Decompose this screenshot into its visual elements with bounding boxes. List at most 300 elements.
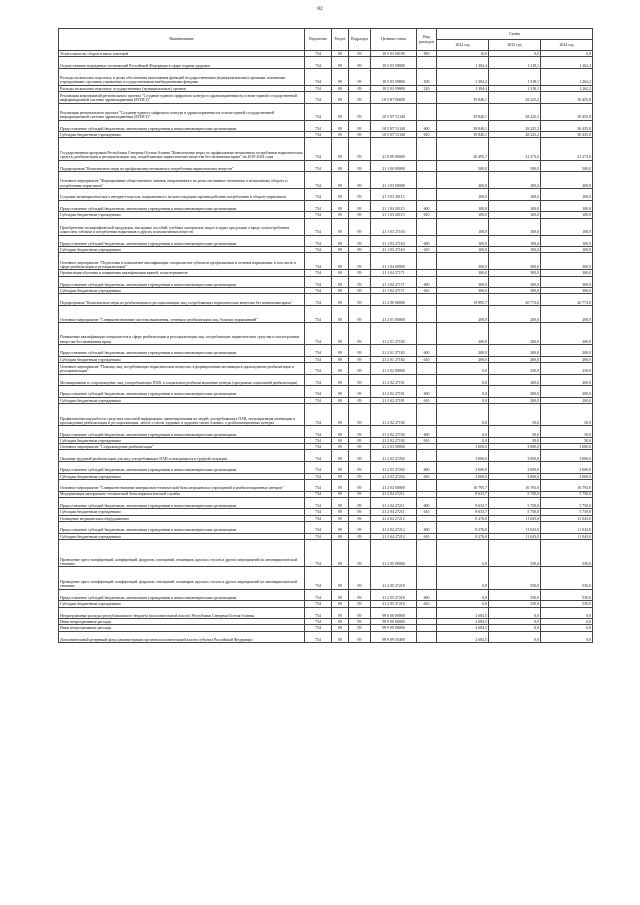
- cell-subsection: 09: [349, 462, 371, 474]
- cell-subsection: 09: [349, 189, 371, 201]
- cell-2024: 530,0: [541, 567, 593, 589]
- header-article: Целевая статья: [371, 29, 417, 51]
- cell-2023: 300,0: [489, 276, 541, 288]
- cell-section: 09: [332, 68, 349, 85]
- cell-2023: 20 773,0: [489, 294, 541, 306]
- cell-2024: 3 000,0: [541, 462, 593, 474]
- table-body: [59, 51, 593, 643]
- cell-2023: 200,0: [489, 356, 541, 362]
- cell-2023: 11 043,0: [489, 515, 541, 521]
- cell-section: 09: [332, 172, 349, 189]
- cell-2023: 0,0: [489, 625, 541, 631]
- cell-exp-type: [417, 172, 437, 189]
- cell-2022: 0,0: [437, 601, 489, 607]
- cell-2024: 100,0: [541, 200, 593, 212]
- cell-section: 09: [332, 270, 349, 276]
- cell-2022: 39 840,1: [437, 103, 489, 120]
- cell-dept: 734: [305, 200, 332, 212]
- cell-section: 09: [332, 57, 349, 69]
- cell-article: 99 9 09 00000: [371, 625, 417, 631]
- cell-name: Модернизация материально-технической базы наркологической службы: [59, 491, 305, 497]
- cell-article: 99 9 09 55490: [371, 631, 417, 643]
- cell-dept: 734: [305, 356, 332, 362]
- cell-subsection: 09: [349, 386, 371, 398]
- cell-subsection: 09: [349, 160, 371, 172]
- table-row: [59, 218, 593, 235]
- cell-exp-type: 610: [417, 212, 437, 218]
- cell-exp-type: 610: [417, 132, 437, 138]
- cell-section: 09: [332, 404, 349, 426]
- cell-2022: 10,0: [437, 51, 489, 57]
- cell-2024: 300,0: [541, 253, 593, 270]
- cell-2024: 11 043,0: [541, 522, 593, 534]
- table-row: [59, 294, 593, 306]
- cell-exp-type: 610: [417, 601, 437, 607]
- cell-dept: 734: [305, 288, 332, 294]
- cell-section: 09: [332, 625, 349, 631]
- cell-2022: 200,0: [437, 172, 489, 189]
- cell-exp-type: 600: [417, 426, 437, 438]
- cell-2023: 3 000,0: [489, 444, 541, 450]
- cell-section: 09: [332, 235, 349, 247]
- cell-exp-type: [417, 631, 437, 643]
- cell-2023: 300,0: [489, 270, 541, 276]
- cell-name: Подпрограмма "Комплексные меры по профилактике незаконного потребления наркотических веществ": [59, 160, 305, 172]
- cell-2023: 28 225,2: [489, 103, 541, 120]
- cell-section: 09: [332, 533, 349, 539]
- cell-dept: 734: [305, 404, 332, 426]
- cell-2023: 28 225,2: [489, 92, 541, 104]
- cell-dept: 734: [305, 619, 332, 625]
- cell-2024: 30 455,8: [541, 92, 593, 104]
- cell-dept: 734: [305, 103, 332, 120]
- table-row: [59, 497, 593, 509]
- cell-section: 09: [332, 276, 349, 288]
- cell-subsection: 09: [349, 539, 371, 567]
- cell-2024: 250,0: [541, 363, 593, 375]
- cell-2024: 16 793,0: [541, 479, 593, 491]
- cell-2024: 100,0: [541, 235, 593, 247]
- cell-subsection: 09: [349, 607, 371, 619]
- cell-section: 09: [332, 218, 349, 235]
- cell-2024: 100,0: [541, 218, 593, 235]
- cell-2022: 200,0: [437, 306, 489, 323]
- cell-exp-type: 600: [417, 235, 437, 247]
- cell-name: Осуществление переданных полномочий Российской Федерации в сфере охраны здоровья: [59, 57, 305, 69]
- cell-2024: 5 750,0: [541, 509, 593, 515]
- cell-section: 09: [332, 132, 349, 138]
- cell-2024: 50,0: [541, 426, 593, 438]
- cell-section: 09: [332, 189, 349, 201]
- cell-2022: 500,0: [437, 160, 489, 172]
- cell-exp-type: [417, 322, 437, 344]
- cell-article: 21 2 04 27212: [371, 515, 417, 521]
- cell-name: Основное мероприятие "Формирование общественного мнения, направленного на резко негативное отношение к незаконному обороту и потреблению наркотиков": [59, 172, 305, 189]
- cell-article: 10 5 03 00190: [371, 51, 417, 57]
- cell-dept: 734: [305, 270, 332, 276]
- cell-2023: 100,0: [489, 235, 541, 247]
- cell-section: 09: [332, 85, 349, 91]
- cell-2023: 1 318,1: [489, 68, 541, 85]
- cell-article: 21 2 02 27192: [371, 437, 417, 443]
- cell-dept: 734: [305, 515, 332, 521]
- table-row: [59, 539, 593, 567]
- cell-dept: 734: [305, 444, 332, 450]
- table-row: [59, 68, 593, 85]
- cell-dept: 734: [305, 589, 332, 601]
- cell-name: Субсидии бюджетным учреждениям: [59, 212, 305, 218]
- cell-name: Подпрограмма "Комплексные меры по реабилитации и ресоциализации лиц, потребляющих наркотические вещества без назначения врача": [59, 294, 305, 306]
- cell-exp-type: [417, 479, 437, 491]
- cell-2023: 0,0: [489, 51, 541, 57]
- table-row: [59, 374, 593, 386]
- cell-article: 21 1 04 27171: [371, 270, 417, 276]
- header-exp-type: Вид расходов: [417, 29, 437, 51]
- cell-section: 09: [332, 426, 349, 438]
- header-year-2022: 2022 год: [437, 40, 489, 51]
- cell-subsection: 09: [349, 426, 371, 438]
- cell-subsection: 09: [349, 51, 371, 57]
- cell-exp-type: 610: [417, 247, 437, 253]
- cell-section: 09: [332, 306, 349, 323]
- cell-2024: 5 750,0: [541, 497, 593, 509]
- cell-2024: 100,0: [541, 212, 593, 218]
- cell-article: 21 2 03 27202: [371, 462, 417, 474]
- table-row: [59, 567, 593, 589]
- cell-2024: 30 455,8: [541, 120, 593, 132]
- cell-article: 21 2 02 27191: [371, 397, 417, 403]
- cell-subsection: 09: [349, 404, 371, 426]
- header-year-2024: 2024 год: [541, 40, 593, 51]
- cell-2024: 0,0: [541, 607, 593, 619]
- table-row: [59, 138, 593, 160]
- cell-2023: 200,0: [489, 397, 541, 403]
- cell-2023: 100,0: [489, 212, 541, 218]
- cell-name: Предоставление субсидий бюджетным, автономным учреждениям и иным некоммерческим организациям: [59, 386, 305, 398]
- cell-2024: 300,0: [541, 270, 593, 276]
- cell-dept: 734: [305, 51, 332, 57]
- cell-article: 21 1 03 20115: [371, 212, 417, 218]
- cell-subsection: 09: [349, 270, 371, 276]
- cell-2022: 0,0: [437, 539, 489, 567]
- cell-2024: 5 750,0: [541, 491, 593, 497]
- cell-section: 09: [332, 253, 349, 270]
- table-row: [59, 253, 593, 270]
- cell-2022: 1 384,4: [437, 85, 489, 91]
- cell-2024: 300,0: [541, 288, 593, 294]
- table-row: [59, 92, 593, 104]
- cell-section: 09: [332, 51, 349, 57]
- cell-subsection: 09: [349, 120, 371, 132]
- cell-2024: 200,0: [541, 397, 593, 403]
- table-row: [59, 57, 593, 69]
- cell-article: 21 1 03 27163: [371, 247, 417, 253]
- cell-name: Государственная программа Республики Северная Осетия-Алания "Комплексные меры по профилактике незаконного потребления наркотических средств, реабилитации и ресоциализации лиц, потребляющих наркотические вещества без назначения врача" на 2019-2024 годы: [59, 138, 305, 160]
- cell-subsection: 09: [349, 92, 371, 104]
- cell-article: 10 5 03 59800: [371, 68, 417, 85]
- cell-2023: 530,0: [489, 601, 541, 607]
- cell-dept: 734: [305, 57, 332, 69]
- cell-2022: 19 995,7: [437, 294, 489, 306]
- cell-2024: 500,0: [541, 160, 593, 172]
- cell-subsection: 09: [349, 247, 371, 253]
- cell-section: 09: [332, 491, 349, 497]
- cell-exp-type: 600: [417, 589, 437, 601]
- cell-2022: 16 795,7: [437, 479, 489, 491]
- cell-2022: 3 000,0: [437, 450, 489, 462]
- cell-dept: 734: [305, 132, 332, 138]
- cell-2024: 1 262,2: [541, 85, 593, 91]
- cell-exp-type: [417, 374, 437, 386]
- cell-name: Предоставление субсидий бюджетным, автономным учреждениям и иным некоммерческим организациям: [59, 276, 305, 288]
- cell-article: 10 5 N7 51140: [371, 132, 417, 138]
- cell-article: 21 2 02 27192: [371, 404, 417, 426]
- cell-dept: 734: [305, 212, 332, 218]
- cell-2023: 0,0: [489, 607, 541, 619]
- cell-2022: 0,0: [437, 437, 489, 443]
- table-row: [59, 607, 593, 619]
- cell-name: Предоставление субсидий бюджетным, автономным учреждениям и иным некоммерческим организациям: [59, 589, 305, 601]
- cell-2023: 21 273,0: [489, 138, 541, 160]
- cell-name: Иные непрограммные расходы: [59, 619, 305, 625]
- cell-dept: 734: [305, 68, 332, 85]
- cell-dept: 734: [305, 120, 332, 132]
- cell-article: 21 1 04 00000: [371, 253, 417, 270]
- cell-article: 21 1 04 27171: [371, 288, 417, 294]
- cell-exp-type: 600: [417, 522, 437, 534]
- cell-2024: 300,0: [541, 276, 593, 288]
- cell-dept: 734: [305, 567, 332, 589]
- cell-section: 09: [332, 363, 349, 375]
- cell-section: 09: [332, 444, 349, 450]
- cell-subsection: 09: [349, 374, 371, 386]
- cell-article: 21 2 00 00000: [371, 294, 417, 306]
- cell-2022: 200,0: [437, 356, 489, 362]
- cell-name: Предоставление субсидий бюджетным, автономным учреждениям и иным некоммерческим организациям: [59, 235, 305, 247]
- table-row: [59, 404, 593, 426]
- cell-subsection: 09: [349, 509, 371, 515]
- cell-2022: 1 384,4: [437, 68, 489, 85]
- cell-exp-type: [417, 138, 437, 160]
- cell-dept: 734: [305, 189, 332, 201]
- cell-dept: 734: [305, 253, 332, 270]
- cell-2024: 100,0: [541, 247, 593, 253]
- cell-2022: 100,0: [437, 218, 489, 235]
- cell-section: 09: [332, 619, 349, 625]
- cell-exp-type: [417, 306, 437, 323]
- cell-article: 21 2 01 27182: [371, 356, 417, 362]
- cell-name: Профилактическая работа в средствах массовой информации, ориентированная на людей, употребляющих ПАВ, популяризация мотивации к прохождению реабилитации и ресоциализации, заботе о своем здоровье и здоровье своих близких, о реабилитационных центрах: [59, 404, 305, 426]
- cell-name: Основное мероприятие "Сопровождение реабилитации": [59, 444, 305, 450]
- cell-2024: 200,0: [541, 386, 593, 398]
- cell-2022: 39 840,1: [437, 132, 489, 138]
- cell-dept: 734: [305, 426, 332, 438]
- cell-2023: 50,0: [489, 437, 541, 443]
- cell-section: 09: [332, 294, 349, 306]
- cell-subsection: 09: [349, 322, 371, 344]
- cell-subsection: 09: [349, 288, 371, 294]
- cell-2022: 0,0: [437, 589, 489, 601]
- cell-exp-type: [417, 294, 437, 306]
- cell-article: 21 1 04 27171: [371, 276, 417, 288]
- cell-article: 21 2 04 27212: [371, 533, 417, 539]
- cell-dept: 734: [305, 497, 332, 509]
- cell-subsection: 09: [349, 479, 371, 491]
- cell-exp-type: [417, 57, 437, 69]
- cell-name: Субсидии бюджетным учреждениям: [59, 132, 305, 138]
- table-row: [59, 426, 593, 438]
- cell-name: Предоставление субсидий бюджетным, автономным учреждениям и иным некоммерческим организациям: [59, 426, 305, 438]
- cell-exp-type: [417, 607, 437, 619]
- cell-dept: 734: [305, 322, 332, 344]
- cell-exp-type: 600: [417, 462, 437, 474]
- cell-dept: 734: [305, 625, 332, 631]
- cell-2022: 300,0: [437, 270, 489, 276]
- cell-2023: 50,0: [489, 426, 541, 438]
- cell-section: 09: [332, 522, 349, 534]
- cell-2024: 3 000,0: [541, 444, 593, 450]
- cell-dept: 734: [305, 601, 332, 607]
- cell-2023: 28 225,2: [489, 120, 541, 132]
- cell-section: 09: [332, 138, 349, 160]
- cell-2024: 530,0: [541, 539, 593, 567]
- cell-2022: 0,0: [437, 374, 489, 386]
- cell-article: 21 1 03 20115: [371, 189, 417, 201]
- cell-dept: 734: [305, 450, 332, 462]
- cell-article: 21 2 04 27211: [371, 509, 417, 515]
- cell-2023: 5 750,0: [489, 491, 541, 497]
- cell-dept: 734: [305, 631, 332, 643]
- cell-exp-type: 610: [417, 509, 437, 515]
- cell-name: Предоставление субсидий бюджетным, автономным учреждениям и иным некоммерческим организациям: [59, 200, 305, 212]
- cell-section: 09: [332, 288, 349, 294]
- cell-name: Организация обучения и повышения квалификации врачей, психотерапевтов: [59, 270, 305, 276]
- cell-subsection: 09: [349, 138, 371, 160]
- cell-article: 10 5 03 59800: [371, 57, 417, 69]
- cell-subsection: 09: [349, 276, 371, 288]
- cell-name: Основное мероприятие "Подготовка и повышение квалификации специалистов субъектов профилактики и лечения наркомании, в том числе в сфере реабилитации и ресоциализации": [59, 253, 305, 270]
- cell-exp-type: [417, 160, 437, 172]
- cell-2022: 0,0: [437, 397, 489, 403]
- cell-subsection: 09: [349, 235, 371, 247]
- cell-2024: 100,0: [541, 189, 593, 201]
- cell-name: Мотивирование и сопровождение лиц, употребляющих ПАВ, в социальные реабилитационные центры (программа социальной реабилитации): [59, 374, 305, 386]
- cell-exp-type: [417, 218, 437, 235]
- header-section: Раздел: [332, 29, 349, 51]
- cell-exp-type: 610: [417, 437, 437, 443]
- cell-2023: 0,0: [489, 619, 541, 625]
- cell-section: 09: [332, 539, 349, 567]
- cell-dept: 734: [305, 479, 332, 491]
- cell-2024: 3 000,0: [541, 450, 593, 462]
- cell-section: 09: [332, 567, 349, 589]
- cell-subsection: 09: [349, 497, 371, 509]
- cell-2022: 1 384,4: [437, 57, 489, 69]
- cell-dept: 734: [305, 92, 332, 104]
- cell-name: Дополнительный резервный фонд администрации органов исполнительной власти субъекта Российской Федерации: [59, 631, 305, 643]
- cell-subsection: 09: [349, 515, 371, 521]
- cell-name: Оказание трудовой реабилитации для лиц, употребляющих ПАВ и находящихся в трудной ситуации: [59, 450, 305, 462]
- cell-name: Предоставление субсидий бюджетным, автономным учреждениям и иным некоммерческим организациям: [59, 522, 305, 534]
- cell-article: 21 1 00 00000: [371, 160, 417, 172]
- cell-2023: 3 000,0: [489, 450, 541, 462]
- cell-2023: 530,0: [489, 539, 541, 567]
- cell-article: 21 2 01 27182: [371, 345, 417, 357]
- cell-2024: 21 273,0: [541, 138, 593, 160]
- table-row: [59, 120, 593, 132]
- cell-2023: 200,0: [489, 306, 541, 323]
- cell-subsection: 09: [349, 631, 371, 643]
- cell-2023: 530,0: [489, 567, 541, 589]
- table-row: [59, 522, 593, 534]
- cell-dept: 734: [305, 437, 332, 443]
- header-name: Наименование: [59, 29, 305, 51]
- cell-2023: 5 750,0: [489, 497, 541, 509]
- cell-section: 09: [332, 92, 349, 104]
- cell-2023: 11 043,0: [489, 533, 541, 539]
- cell-section: 09: [332, 473, 349, 479]
- table-row: [59, 589, 593, 601]
- cell-subsection: 09: [349, 306, 371, 323]
- cell-exp-type: 600: [417, 200, 437, 212]
- cell-subsection: 09: [349, 491, 371, 497]
- cell-section: 09: [332, 601, 349, 607]
- cell-dept: 734: [305, 172, 332, 189]
- cell-2024: 11 043,0: [541, 533, 593, 539]
- cell-2022: 20 495,7: [437, 138, 489, 160]
- cell-dept: 734: [305, 533, 332, 539]
- cell-name: Предоставление субсидий бюджетным, автономным учреждениям и иным некоммерческим организациям: [59, 462, 305, 474]
- cell-2024: 1 262,2: [541, 57, 593, 69]
- table-row: [59, 103, 593, 120]
- cell-2023: 16 793,0: [489, 479, 541, 491]
- header-subsection: Подраздел: [349, 29, 371, 51]
- cell-2024: 20 773,0: [541, 294, 593, 306]
- cell-subsection: 09: [349, 625, 371, 631]
- table-row: [59, 345, 593, 357]
- cell-section: 09: [332, 450, 349, 462]
- cell-2022: 0,0: [437, 567, 489, 589]
- cell-subsection: 09: [349, 103, 371, 120]
- cell-2024: 0,0: [541, 619, 593, 625]
- cell-2024: 3 000,0: [541, 473, 593, 479]
- cell-2023: 100,0: [489, 247, 541, 253]
- cell-section: 09: [332, 479, 349, 491]
- cell-2024: 11 043,0: [541, 515, 593, 521]
- cell-2022: 8 276,0: [437, 533, 489, 539]
- cell-2022: 100,0: [437, 200, 489, 212]
- cell-name: Повышение квалификации специалистов в сфере реабилитации и ресоциализации лиц, потребляющих наркотические средства и психотропные вещества без назначения врача: [59, 322, 305, 344]
- cell-article: 10 5 N7 51140: [371, 103, 417, 120]
- cell-2022: 0,0: [437, 426, 489, 438]
- cell-2023: 3 000,0: [489, 462, 541, 474]
- cell-article: 21 2 04 27212: [371, 522, 417, 534]
- cell-2024: 0,0: [541, 625, 593, 631]
- cell-2022: 8 633,7: [437, 497, 489, 509]
- cell-section: 09: [332, 515, 349, 521]
- cell-name: Проведение пресс-конференций, конференций, форумов, совещаний, семинаров, круглых столов и других мероприятий по антинаркотической тематике: [59, 567, 305, 589]
- header-sum: Сумма: [437, 29, 593, 40]
- cell-exp-type: [417, 404, 437, 426]
- cell-2022: 0,0: [437, 404, 489, 426]
- cell-article: 21 2 04 00000: [371, 479, 417, 491]
- cell-section: 09: [332, 374, 349, 386]
- cell-2022: 0,0: [437, 363, 489, 375]
- cell-2024: 1 262,2: [541, 68, 593, 85]
- cell-dept: 734: [305, 386, 332, 398]
- cell-dept: 734: [305, 247, 332, 253]
- cell-2022: 300,0: [437, 276, 489, 288]
